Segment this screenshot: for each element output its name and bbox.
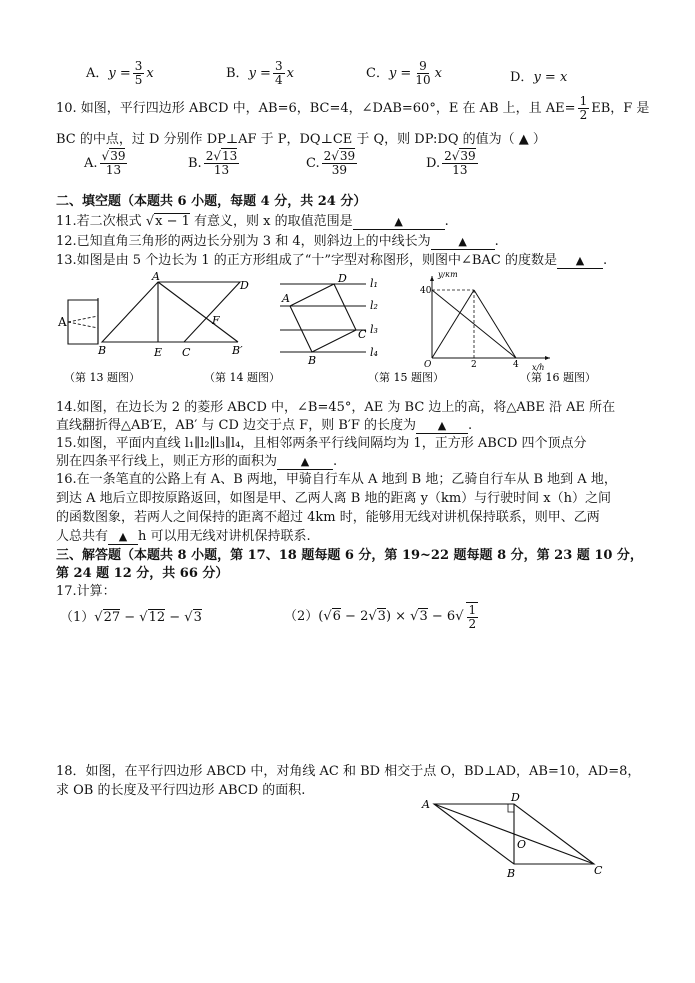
figures-row	[54, 272, 634, 392]
q18-line1: 18．如图，在平行四边形 ABCD 中，对角线 AC 和 BD 相交于点 O，BD⊥AD，AB=10，AD=8，	[56, 764, 641, 779]
q9-option-d: D．y = x	[510, 70, 568, 85]
q11: 11.若二次根式 √x − 1 有意义，则 x 的取值范围是 ▲ .	[56, 214, 449, 229]
fig16-origin: O	[424, 360, 432, 370]
fig15-label-d: D	[338, 272, 347, 285]
fig13-label-a: A	[58, 315, 67, 329]
fig14-label-c: C	[182, 346, 191, 359]
fig15-caption: （第 15 题图）	[368, 371, 444, 384]
q18-line2: 求 OB 的长度及平行四边形 ABCD 的面积.	[56, 783, 306, 798]
q17-part2: （2）(√6 − 2√3) × √3 − 6√ $\frac{1}{2}$	[284, 603, 477, 631]
q12: 12.已知直角三角形的两边长分别为 3 和 4，则斜边上的中线长为 ▲ .	[56, 234, 499, 249]
q17-title: 17.计算：	[56, 584, 116, 599]
q14-line1: 14.如图，在边长为 2 的菱形 ABCD 中，∠B=45°，AE 为 BC 边上的高，将△ABE 沿 AE 所在	[56, 400, 616, 415]
q9-option-a: A．y = $\frac{3}{5}$ x	[86, 59, 154, 87]
fig15-label-l2: l₂	[370, 299, 378, 312]
fig18-label-d: D	[511, 791, 520, 804]
fig16-y40: 40	[420, 286, 432, 296]
q14-line2: 直线翻折得△AB′E，AB′ 与 CD 边交于点 F，则 B′F 的长度为 ▲ .	[56, 418, 473, 433]
fig14-label-f: F	[212, 314, 220, 327]
figure-13	[57, 298, 140, 384]
q13: 13.如图是由 5 个边长为 1 的正方形组成了“十”字型对称图形，则图中∠BAC 的度数是 ▲ .	[56, 253, 608, 268]
fig18-label-c: C	[594, 864, 603, 877]
section-2-heading: 二、填空题（本题共 6 小题，每题 4 分，共 24 分）	[56, 194, 367, 209]
q10-line2: BC 的中点，过 D 分别作 DP⊥AF 于 P，DQ⊥CE 于 Q，则 DP:DQ 的值为（ ▲ ）	[56, 132, 546, 147]
q15-line2: 别在四条平行线上，则正方形的面积为 ▲ .	[56, 454, 338, 469]
section-3-heading-line1: 三、解答题（本题共 8 小题，第 17、18 题每题 6 分，第 19~22 题每题 8 分，第 23 题 10 分，	[56, 548, 643, 563]
q17-part1: （1）√27 − √12 − √3	[60, 610, 202, 625]
fig15-label-a: A	[282, 292, 290, 305]
fig16-x4: 4	[513, 360, 519, 370]
figure-14	[97, 272, 280, 384]
q16-line1: 16.在一条笔直的公路上有 A、B 两地，甲骑自行车从 A 地到 B 地；乙骑自行车从 B 地到 A 地，	[56, 472, 617, 487]
fig15-label-l4: l₄	[370, 346, 378, 359]
fig15-label-l3: l₃	[370, 323, 378, 336]
section-3-heading-line2: 第 24 题 12 分，共 66 分）	[56, 566, 229, 581]
fig15-label-l1: l₁	[370, 277, 378, 290]
q16-line2: 到达 A 地后立即按原路返回，如图是甲、乙两人离 B 地的距离 y（km）与行驶时间 x（h）之间	[56, 491, 611, 506]
fig15-label-b: B	[308, 354, 317, 367]
q10-option-a: A. $\frac{√39}{13}$	[84, 149, 126, 177]
fig16-ylabel: y/km	[438, 272, 458, 279]
fig16-x2: 2	[471, 360, 477, 370]
fig14-label-a: A	[152, 272, 160, 283]
q16-line4: 人总共有 ▲ h 可以用无线对讲机保持联系.	[56, 529, 311, 544]
fig15-label-c: C	[358, 328, 367, 341]
q15-line1: 15.如图，平面内直线 l₁∥l₂∥l₃∥l₄，且相邻两条平行线间隔均为 1，正方形 ABCD 四个顶点分	[56, 436, 587, 451]
figure-16	[420, 272, 596, 384]
q9-option-b: B．y = $\frac{3}{4}$ x	[226, 59, 294, 87]
fig18-label-a: A	[422, 798, 430, 811]
fig14-caption: （第 14 题图）	[204, 371, 280, 384]
fig13-caption: （第 13 题图）	[64, 371, 140, 384]
fig18-label-o: O	[517, 838, 527, 851]
fig14-label-bprime: B′	[232, 344, 243, 357]
q10-option-b: B. $\frac{2√13}{13}$	[188, 149, 238, 177]
fig16-xlabel: x/h	[532, 363, 545, 372]
q10-line1: 10. 如图，平行四边形 ABCD 中，AB=6，BC=4，∠DAB=60°，E 在 AB 上，且 AE= $\frac{1}{2}$ EB，F 是	[56, 94, 650, 122]
fig14-label-d: D	[240, 279, 249, 292]
q16-line3: 的函数图象，若两人之间保持的距离不超过 4km 时，能够用无线对讲机保持联系，则甲、乙两	[56, 510, 600, 525]
fig14-label-b: B	[98, 344, 107, 357]
fig16-caption: （第 16 题图）	[520, 371, 596, 384]
figure-18	[418, 790, 608, 880]
q9-option-c: C．y = $\frac{9}{10}$ x	[366, 59, 442, 87]
q10-option-d: D. $\frac{2√39}{13}$	[426, 149, 476, 177]
fig18-label-b: B	[507, 867, 516, 880]
q10-option-c: C. $\frac{2√39}{39}$	[306, 149, 356, 177]
fig14-label-e: E	[154, 346, 163, 359]
